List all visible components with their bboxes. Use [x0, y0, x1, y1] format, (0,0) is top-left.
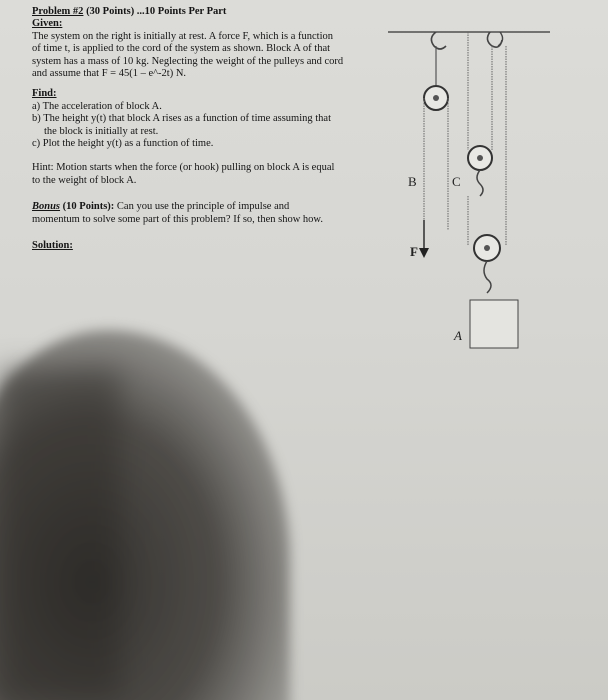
label-b: B: [408, 174, 417, 189]
pulley-diagram: [388, 20, 558, 360]
ceiling-hook-icon: [498, 32, 503, 46]
bonus-line: momentum to solve some part of this problem? If so, then show how.: [32, 213, 323, 225]
label-f: F: [410, 244, 418, 259]
force-arrow-head-icon: [419, 248, 429, 258]
label-c: C: [452, 174, 461, 189]
hint-line: Hint: Motion starts when the force (or hook) pulling on block A is equal: [32, 162, 335, 174]
hint-line: to the weight of block A.: [32, 174, 137, 186]
find-item: [32, 126, 392, 138]
given-heading: Given:: [32, 18, 63, 30]
find-item-text: Plot the height y(t) as a function of time.: [42, 138, 214, 150]
block-a: [470, 300, 518, 348]
find-item-text: The acceleration of block A.: [42, 100, 162, 112]
problem-number: Problem #2: [32, 6, 84, 17]
given-line: The system on the right is initially at rest. A force F, which is a function: [32, 30, 333, 42]
ceiling-hook-icon: [431, 32, 446, 49]
find-item-text: the block is initially at rest.: [44, 125, 159, 137]
find-item: [32, 101, 392, 113]
pulley-d-axle: [484, 245, 490, 251]
problem-title: [32, 6, 392, 18]
hand-shadow: [0, 330, 290, 700]
find-item-letter: c): [32, 138, 41, 150]
solution-heading: Solution:: [32, 240, 73, 252]
find-heading: Find:: [32, 88, 57, 100]
bonus-line: [32, 201, 392, 213]
given-line: and assume that F = 45(1 – e^-2t) N.: [32, 68, 187, 80]
pulley-c-axle: [477, 155, 483, 161]
bonus-points: (10 Points):: [62, 201, 115, 213]
problem-points: (30 Points) ...10 Points Per Part: [86, 6, 227, 17]
find-item: [32, 113, 392, 125]
bonus-text: Can you use the principle of impulse and: [116, 201, 290, 213]
bonus-label: Bonus: [32, 201, 61, 213]
problem-text: [32, 6, 392, 253]
find-item-text: The height y(t) that block A rises as a function of time assuming that: [43, 113, 332, 125]
find-item-letter: a): [32, 100, 41, 112]
given-line: of time t, is applied to the cord of the system as shown. Block A of that: [32, 43, 331, 55]
find-item: [32, 138, 392, 150]
pulley-d-hook-icon: [484, 261, 491, 293]
given-line: system has a mass of 10 kg. Neglecting the weight of the pulleys and cord: [32, 55, 344, 67]
find-item-letter: b): [32, 113, 41, 125]
label-a: A: [454, 328, 462, 343]
pulley-b-axle: [433, 95, 439, 101]
pulley-c-hook-icon: [477, 170, 483, 196]
